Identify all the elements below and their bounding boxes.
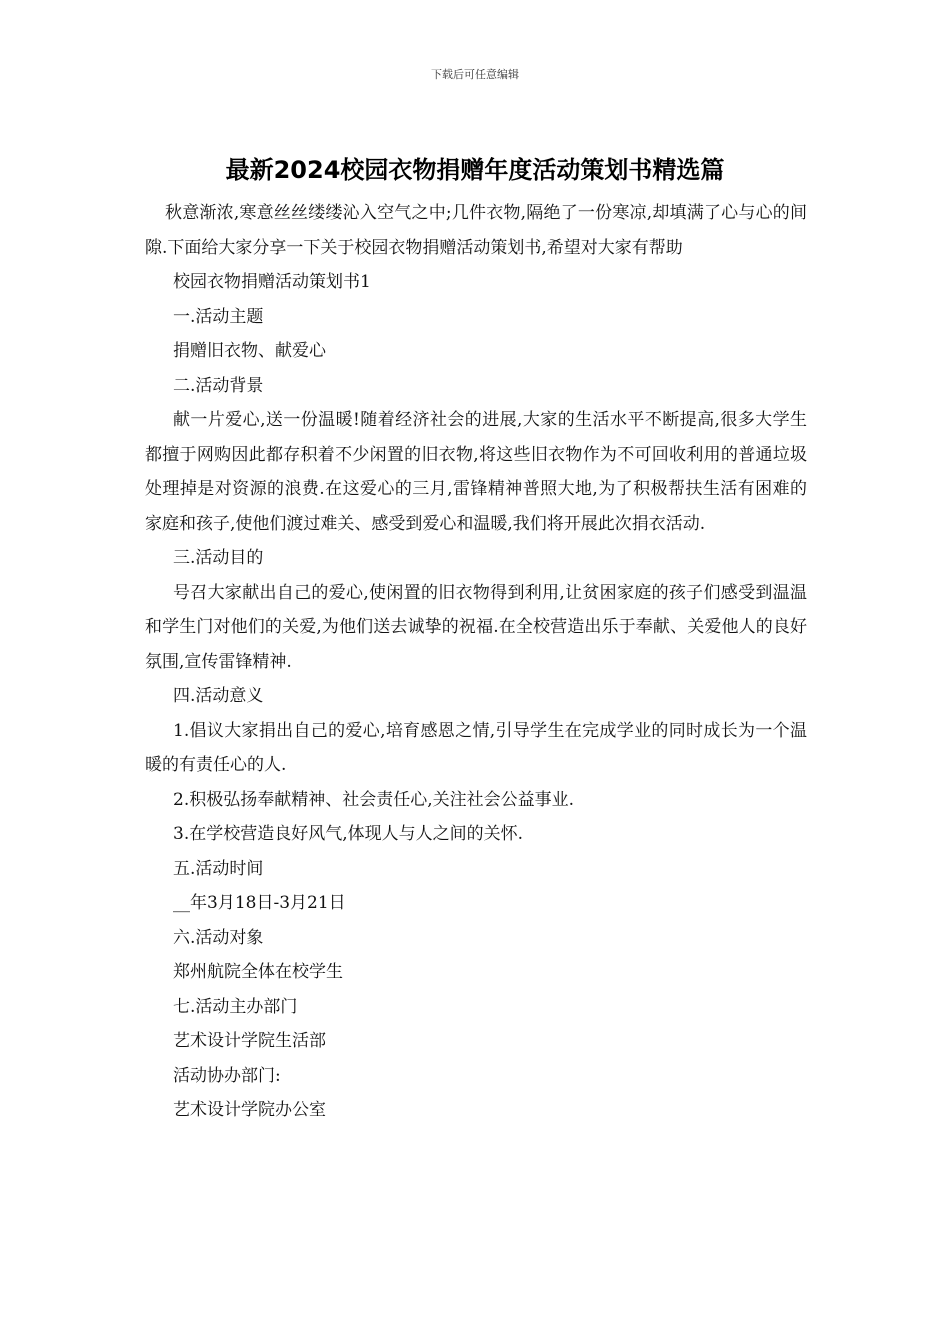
plan-subtitle: 校园衣物捐赠活动策划书1 [173,272,371,292]
section-heading-organizer: 七.活动主办部门 [173,996,298,1017]
section-heading-significance: 四.活动意义 [173,686,264,706]
background-text: 献一片爱心,送一份温暖!随着经济社会的进展,大家的生活水平不断提高,很多大学生都擅于网购因此都存积着不少闲置的旧衣物,将这些旧衣物作为不可回收利用的普通垃圾处理掉是对资源的浪费.在这爱心的三月,雷锋精神普照大地,为了积极帮扶生活有困难的家庭和孩子,使他们渡过难关、感受到爱心和温暖,我们将开展此次捐衣活动. [145,410,807,534]
document-title: 最新2024校园衣物捐赠年度活动策划书精选篇 [225,156,725,184]
co-organizer-label: 活动协办部门: [173,1065,281,1086]
theme-text: 捐赠旧衣物、献爱心 [173,341,326,361]
purpose-text: 号召大家献出自己的爱心,使闲置的旧衣物得到利用,让贫困家庭的孩子们感受到温温和学生门对他们的关爱,为他们送去诚挚的祝福.在全校营造出乐于奉献、关爱他人的良好氛围,宣传雷锋精神. [145,582,807,672]
significance-item-3: 3.在学校营造良好风气,体现人与人之间的关怀. [173,824,524,844]
section-heading-audience: 六.活动对象 [173,927,264,948]
page-header-note: 下载后可任意编辑 [431,68,519,81]
audience-text: 郑州航院全体在校学生 [173,962,343,982]
section-heading-purpose: 三.活动目的 [173,548,264,568]
intro-paragraph: 秋意渐浓,寒意丝丝缕缕沁入空气之中;几件衣物,隔绝了一份寒凉,却填满了心与心的间隙.下面给大家分享一下关于校园衣物捐赠活动策划书,希望对大家有帮助 [145,203,807,258]
section-heading-theme: 一.活动主题 [173,306,264,327]
significance-item-2: 2.积极弘扬奉献精神、社会责任心,关注社会公益事业. [173,789,575,810]
section-heading-time: 五.活动时间 [173,858,264,879]
co-organizer-text: 艺术设计学院办公室 [173,1100,326,1120]
significance-item-1: 1.倡议大家捐出自己的爱心,培育感恩之情,引导学生在完成学业的同时成长为一个温暖的有责任心的人. [145,720,807,775]
section-heading-background: 二.活动背景 [173,375,264,396]
organizer-text: 艺术设计学院生活部 [173,1031,326,1051]
time-text: __年3月18日-3月21日 [173,893,346,913]
document-body [145,196,807,1128]
